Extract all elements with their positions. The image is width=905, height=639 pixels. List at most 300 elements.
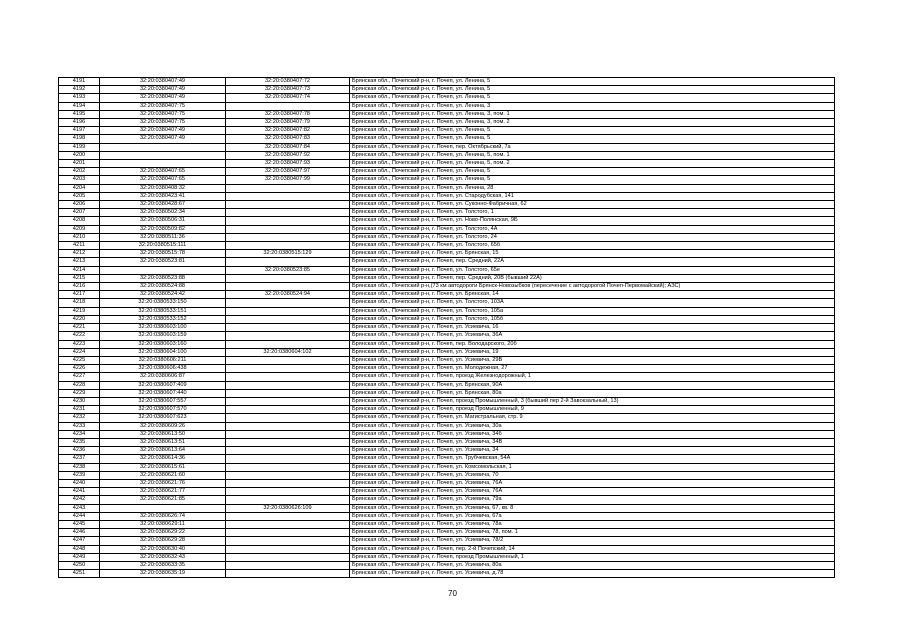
row-number-cell: 4251 [59, 570, 100, 578]
table-row [59, 242, 835, 250]
row-number-cell: 4202 [59, 168, 100, 176]
address-cell: Брянская обл., Почепский р-н, г. Почеп, проезд Промышленный, 3 (бывший пер 2-й Завокзальный, 13) [350, 397, 835, 405]
table-row [59, 479, 835, 487]
table-row [59, 184, 835, 192]
building-cadastral-number-cell [226, 545, 350, 553]
row-number-cell: 4235 [59, 438, 100, 446]
address-cell: Брянская обл., Почепский р-н, г. Почеп, ул. Ленина, 5 [350, 94, 835, 102]
land-cadastral-number-cell: 32:20:0380604:100 [100, 348, 226, 356]
row-number-cell: 4244 [59, 512, 100, 520]
table-row [59, 348, 835, 356]
table-row [59, 447, 835, 455]
building-cadastral-number-cell [226, 389, 350, 397]
table-row [59, 119, 835, 127]
address-cell: Брянская обл., Почепский р-н, г. Почеп, проезд Промышленный, 1 [350, 553, 835, 561]
table-row [59, 110, 835, 118]
land-cadastral-number-cell: 32:20:0380621:85 [100, 496, 226, 504]
building-cadastral-number-cell [226, 488, 350, 496]
address-cell: Брянская обл., Почепский р-н, г. Почеп, пер. Средний, 20В (бывший 22А) [350, 274, 835, 282]
address-cell: Брянская обл., Почепский р-н, г. Почеп, ул. Усиевича, 78, пом. 1 [350, 529, 835, 537]
address-cell: Брянская обл., Почепский р-н, г. Почеп, ул. Молодежная, 27 [350, 365, 835, 373]
table-row [59, 512, 835, 520]
building-cadastral-number-cell: 32:20:0380604:102 [226, 348, 350, 356]
address-cell: Брянская обл., Почепский р-н, г. Почеп, ул. Магистральная, стр. 9 [350, 414, 835, 422]
row-number-cell: 4196 [59, 119, 100, 127]
address-cell: Брянская обл., Почепский р-н, г. Почеп, ул. Усиевича, 67, кв. 8 [350, 504, 835, 512]
row-number-cell: 4210 [59, 233, 100, 241]
land-cadastral-number-cell: 32:20:0380407:75 [100, 110, 226, 118]
address-cell: Брянская обл., Почепский р-н, г. Почеп, ул. Усиевича, 34В [350, 438, 835, 446]
row-number-cell: 4243 [59, 504, 100, 512]
row-number-cell: 4199 [59, 143, 100, 151]
land-cadastral-number-cell: 32:20:0380629:11 [100, 520, 226, 528]
land-cadastral-number-cell [100, 151, 226, 159]
building-cadastral-number-cell [226, 258, 350, 266]
row-number-cell: 4241 [59, 488, 100, 496]
row-number-cell: 4203 [59, 176, 100, 184]
land-cadastral-number-cell: 32:20:0380407:75 [100, 119, 226, 127]
table-row [59, 430, 835, 438]
row-number-cell: 4230 [59, 397, 100, 405]
building-cadastral-number-cell: 32:20:0380407:73 [226, 86, 350, 94]
table-row [59, 414, 835, 422]
land-cadastral-number-cell: 32:20:0380423:41 [100, 192, 226, 200]
table-row [59, 258, 835, 266]
land-cadastral-number-cell: 32:20:0380523:81 [100, 258, 226, 266]
address-cell: Брянская обл., Почепский р-н, г. Почеп, ул. Толстого, 4А [350, 225, 835, 233]
building-cadastral-number-cell: 32:20:0380407:93 [226, 160, 350, 168]
table-row [59, 545, 835, 553]
building-cadastral-number-cell [226, 455, 350, 463]
row-number-cell: 4212 [59, 250, 100, 258]
land-cadastral-number-cell: 32:20:0380615:61 [100, 463, 226, 471]
land-cadastral-number-cell: 32:20:0380607:570 [100, 406, 226, 414]
building-cadastral-number-cell: 32:20:0380407:72 [226, 78, 350, 86]
land-cadastral-number-cell: 32:20:0380635:19 [100, 570, 226, 578]
building-cadastral-number-cell [226, 447, 350, 455]
row-number-cell: 4227 [59, 373, 100, 381]
cadastral-table [58, 77, 835, 578]
address-cell: Брянская обл., Почепский р-н, г. Почеп, ул. Толстого, 65е [350, 266, 835, 274]
building-cadastral-number-cell: 32:20:0380407:92 [226, 151, 350, 159]
row-number-cell: 4226 [59, 365, 100, 373]
table-row [59, 529, 835, 537]
address-cell: Брянская обл., Почепский р-н, г. Почеп, ул. Комсомольская, 1 [350, 463, 835, 471]
row-number-cell: 4204 [59, 184, 100, 192]
row-number-cell: 4233 [59, 422, 100, 430]
building-cadastral-number-cell [226, 422, 350, 430]
building-cadastral-number-cell [226, 201, 350, 209]
table-row [59, 168, 835, 176]
row-number-cell: 4211 [59, 242, 100, 250]
address-cell: Брянская обл., Почепский р-н, г. Почеп, ул. Усиевича, 29В [350, 356, 835, 364]
land-cadastral-number-cell [100, 266, 226, 274]
building-cadastral-number-cell [226, 430, 350, 438]
row-number-cell: 4195 [59, 110, 100, 118]
building-cadastral-number-cell [226, 217, 350, 225]
building-cadastral-number-cell [226, 209, 350, 217]
land-cadastral-number-cell [100, 143, 226, 151]
address-cell: Брянская обл., Почепский р-н, г. Почеп, ул. Усиевича, 30а [350, 422, 835, 430]
table-row [59, 488, 835, 496]
building-cadastral-number-cell [226, 537, 350, 545]
building-cadastral-number-cell [226, 414, 350, 422]
address-cell: Брянская обл., Почепский р-н, г. Почеп, ул. Ленина, 5 [350, 86, 835, 94]
building-cadastral-number-cell [226, 340, 350, 348]
address-cell: Брянская обл., Почепский р-н, г. Почеп, ул. Брянская, 80а [350, 389, 835, 397]
row-number-cell: 4216 [59, 283, 100, 291]
address-cell: Брянская обл., Почепский р-н, г. Почеп, ул. Ленина, 5 [350, 176, 835, 184]
table-row [59, 127, 835, 135]
building-cadastral-number-cell [226, 397, 350, 405]
land-cadastral-number-cell: 32:20:0380407:65 [100, 176, 226, 184]
row-number-cell: 4238 [59, 463, 100, 471]
address-cell: Брянская обл., Почепский р-н, г. Почеп, ул. Усиевича, 34б [350, 430, 835, 438]
land-cadastral-number-cell: 32:20:0380630:40 [100, 545, 226, 553]
land-cadastral-number-cell: 32:20:0380407:49 [100, 94, 226, 102]
building-cadastral-number-cell [226, 274, 350, 282]
address-cell: Брянская обл., Почепский р-н, г. Почеп, ул. Ленина, 5, пом. 1 [350, 151, 835, 159]
row-number-cell: 4205 [59, 192, 100, 200]
building-cadastral-number-cell: 32:20:0380407:84 [226, 143, 350, 151]
land-cadastral-number-cell: 32:20:0380511:36 [100, 233, 226, 241]
row-number-cell: 4221 [59, 324, 100, 332]
building-cadastral-number-cell: 32:20:0380524:94 [226, 291, 350, 299]
address-cell: Брянская обл., Почепский р-н, г. Почеп, ул. Толстого, 105а [350, 307, 835, 315]
table-row [59, 389, 835, 397]
building-cadastral-number-cell: 32:20:0380407:74 [226, 94, 350, 102]
address-cell: Брянская обл., Почепский р-н, г. Почеп, ул. Усиевича, 36А [350, 332, 835, 340]
building-cadastral-number-cell [226, 381, 350, 389]
address-cell: Брянская обл., Почепский р-н, г. Почеп, пер. Октябрьский, 7а [350, 143, 835, 151]
land-cadastral-number-cell: 32:20:0380621:77 [100, 488, 226, 496]
row-number-cell: 4219 [59, 307, 100, 315]
building-cadastral-number-cell [226, 307, 350, 315]
row-number-cell: 4229 [59, 389, 100, 397]
table-row [59, 365, 835, 373]
row-number-cell: 4249 [59, 553, 100, 561]
land-cadastral-number-cell: 32:20:0380606:438 [100, 365, 226, 373]
address-cell: Брянская обл., Почепский р-н,(73 км автодороги Брянск-Новозыбков (пересечение с автодорогой Почеп-Первомайский); АЗС) [350, 283, 835, 291]
address-cell: Брянская обл., Почепский р-н, г. Почеп, ул. Толстого, 24 [350, 233, 835, 241]
table-row [59, 315, 835, 323]
land-cadastral-number-cell: 32:20:0380613:51 [100, 438, 226, 446]
address-cell: Брянская обл., Почепский р-н, г. Почеп, ул. Ленина, 5 [350, 78, 835, 86]
address-cell: Брянская обл., Почепский р-н, г. Почеп, ул. Усиевича, 67а [350, 512, 835, 520]
address-cell: Брянская обл., Почепский р-н, г. Почеп, ул. Ленина, 28 [350, 184, 835, 192]
table-row [59, 102, 835, 110]
row-number-cell: 4194 [59, 102, 100, 110]
building-cadastral-number-cell [226, 184, 350, 192]
land-cadastral-number-cell: 32:20:0380632:43 [100, 553, 226, 561]
land-cadastral-number-cell: 32:20:0380407:49 [100, 86, 226, 94]
row-number-cell: 4215 [59, 274, 100, 282]
land-cadastral-number-cell: 32:20:0380509:82 [100, 225, 226, 233]
table-row [59, 266, 835, 274]
building-cadastral-number-cell [226, 102, 350, 110]
row-number-cell: 4236 [59, 447, 100, 455]
table-row [59, 209, 835, 217]
land-cadastral-number-cell: 32:20:0380613:64 [100, 447, 226, 455]
row-number-cell: 4197 [59, 127, 100, 135]
building-cadastral-number-cell [226, 479, 350, 487]
land-cadastral-number-cell: 32:20:0380607:557 [100, 397, 226, 405]
land-cadastral-number-cell: 32:20:0380533:152 [100, 315, 226, 323]
row-number-cell: 4247 [59, 537, 100, 545]
row-number-cell: 4218 [59, 299, 100, 307]
address-cell: Брянская обл., Почепский р-н, г. Почеп, ул. Усиевича, 80а [350, 561, 835, 569]
building-cadastral-number-cell [226, 356, 350, 364]
table-row [59, 455, 835, 463]
row-number-cell: 4206 [59, 201, 100, 209]
table-row [59, 570, 835, 578]
land-cadastral-number-cell: 32:20:0380603:160 [100, 340, 226, 348]
land-cadastral-number-cell: 32:20:0380407:49 [100, 78, 226, 86]
address-cell: Брянская обл., Почепский р-н, г. Почеп, ул. Усиевича, 16 [350, 324, 835, 332]
row-number-cell: 4207 [59, 209, 100, 217]
address-cell: Брянская обл., Почепский р-н, г. Почеп, ул. Ленина, 3 [350, 102, 835, 110]
land-cadastral-number-cell: 32:20:0380626:74 [100, 512, 226, 520]
building-cadastral-number-cell: 32:20:0380407:82 [226, 127, 350, 135]
building-cadastral-number-cell: 32:20:0380626:109 [226, 504, 350, 512]
table-row [59, 143, 835, 151]
building-cadastral-number-cell [226, 315, 350, 323]
row-number-cell: 4200 [59, 151, 100, 159]
row-number-cell: 4209 [59, 225, 100, 233]
address-cell: Брянская обл., Почепский р-н, г. Почеп, ул. Толстого, 105б [350, 315, 835, 323]
row-number-cell: 4225 [59, 356, 100, 364]
land-cadastral-number-cell: 32:20:0380606:87 [100, 373, 226, 381]
address-cell: Брянская обл., Почепский р-н, г. Почеп, ул. Брянская, 14 [350, 291, 835, 299]
address-cell: Брянская обл., Почепский р-н, г. Почеп, ул. Ново-Полянская, 9Б [350, 217, 835, 225]
building-cadastral-number-cell [226, 520, 350, 528]
table-row [59, 463, 835, 471]
row-number-cell: 4198 [59, 135, 100, 143]
building-cadastral-number-cell [226, 553, 350, 561]
land-cadastral-number-cell: 32:20:0380607:623 [100, 414, 226, 422]
address-cell: Брянская обл., Почепский р-н, г. Почеп, ул. Ленина, 3, пом. 2 [350, 119, 835, 127]
building-cadastral-number-cell [226, 561, 350, 569]
table-row [59, 225, 835, 233]
table-row [59, 250, 835, 258]
address-cell: Брянская обл., Почепский р-н, г. Почеп, проезд Железнодорожный, 1 [350, 373, 835, 381]
row-number-cell: 4237 [59, 455, 100, 463]
row-number-cell: 4191 [59, 78, 100, 86]
row-number-cell: 4193 [59, 94, 100, 102]
address-cell: Брянская обл., Почепский р-н, г. Почеп, ул. Суконно-Фабричная, 62 [350, 201, 835, 209]
address-cell: Брянская обл., Почепский р-н, г. Почеп, ул. Усиевича, 70 [350, 471, 835, 479]
building-cadastral-number-cell: 32:20:0380407:99 [226, 176, 350, 184]
address-cell: Брянская обл., Почепский р-н, г. Почеп, ул. Усиевича, 34 [350, 447, 835, 455]
table-row [59, 373, 835, 381]
land-cadastral-number-cell: 32:20:0380523:88 [100, 274, 226, 282]
table-row [59, 422, 835, 430]
row-number-cell: 4208 [59, 217, 100, 225]
row-number-cell: 4242 [59, 496, 100, 504]
land-cadastral-number-cell: 32:20:0380407:49 [100, 135, 226, 143]
table-row [59, 537, 835, 545]
address-cell: Брянская обл., Почепский р-н, г. Почеп, пер. Средний, 22А [350, 258, 835, 266]
table-row [59, 356, 835, 364]
building-cadastral-number-cell [226, 233, 350, 241]
address-cell: Брянская обл., Почепский р-н, г. Почеп, ул. Ленина, 3, пом. 1 [350, 110, 835, 118]
table-row [59, 504, 835, 512]
land-cadastral-number-cell: 32:20:0380408:32 [100, 184, 226, 192]
land-cadastral-number-cell: 32:20:0380407:65 [100, 168, 226, 176]
table-row [59, 192, 835, 200]
land-cadastral-number-cell: 32:20:0380629:22 [100, 529, 226, 537]
building-cadastral-number-cell [226, 324, 350, 332]
address-cell: Брянская обл., Почепский р-н, г. Почеп, ул. Усиевича, 78/2 [350, 537, 835, 545]
address-cell: Брянская обл., Почепский р-н, г. Почеп, ул. Усиевича, д.78 [350, 570, 835, 578]
building-cadastral-number-cell: 32:20:0380407:97 [226, 168, 350, 176]
land-cadastral-number-cell: 32:20:0380515:111 [100, 242, 226, 250]
building-cadastral-number-cell: 32:20:0380523:85 [226, 266, 350, 274]
land-cadastral-number-cell: 32:20:0380621:60 [100, 471, 226, 479]
land-cadastral-number-cell: 32:20:0380613:50 [100, 430, 226, 438]
building-cadastral-number-cell [226, 283, 350, 291]
table-row [59, 176, 835, 184]
row-number-cell: 4228 [59, 381, 100, 389]
row-number-cell: 4234 [59, 430, 100, 438]
building-cadastral-number-cell [226, 332, 350, 340]
land-cadastral-number-cell: 32:20:0380603:159 [100, 332, 226, 340]
address-cell: Брянская обл., Почепский р-н, г. Почеп, ул. Ленина, 5, пом. 2 [350, 160, 835, 168]
table-row [59, 332, 835, 340]
building-cadastral-number-cell [226, 406, 350, 414]
land-cadastral-number-cell: 32:20:0380502:34 [100, 209, 226, 217]
table-row [59, 307, 835, 315]
building-cadastral-number-cell: 32:20:0380407:78 [226, 110, 350, 118]
building-cadastral-number-cell [226, 373, 350, 381]
table-row [59, 217, 835, 225]
table-row [59, 78, 835, 86]
address-cell: Брянская обл., Почепский р-н, г. Почеп, ул. Толстого, 103А [350, 299, 835, 307]
row-number-cell: 4250 [59, 561, 100, 569]
land-cadastral-number-cell: 32:20:0380614:36 [100, 455, 226, 463]
row-number-cell: 4213 [59, 258, 100, 266]
land-cadastral-number-cell: 32:20:0380524:88 [100, 283, 226, 291]
row-number-cell: 4248 [59, 545, 100, 553]
table-row [59, 496, 835, 504]
address-cell: Брянская обл., Почепский р-н, г. Почеп, ул. Усиевича, 78а [350, 520, 835, 528]
address-cell: Брянская обл., Почепский р-н, г. Почеп, ул. Ленина, 5 [350, 168, 835, 176]
table-row [59, 274, 835, 282]
row-number-cell: 4223 [59, 340, 100, 348]
building-cadastral-number-cell [226, 529, 350, 537]
table-row [59, 340, 835, 348]
address-cell: Брянская обл., Почепский р-н, г. Почеп, ул. Ленина, 5 [350, 127, 835, 135]
table-row [59, 520, 835, 528]
address-cell: Брянская обл., Почепский р-н, г. Почеп, пер. 2-й Почепский, 14 [350, 545, 835, 553]
land-cadastral-number-cell: 32:20:0380633:35 [100, 561, 226, 569]
table-row [59, 135, 835, 143]
land-cadastral-number-cell [100, 160, 226, 168]
address-cell: Брянская обл., Почепский р-н, г. Почеп, ул. Усиевича, 19 [350, 348, 835, 356]
land-cadastral-number-cell: 32:20:0380407:75 [100, 102, 226, 110]
address-cell: Брянская обл., Почепский р-н, г. Почеп, ул. Толстого, 65б [350, 242, 835, 250]
address-cell: Брянская обл., Почепский р-н, г. Почеп, пер. Володарского, 20б [350, 340, 835, 348]
building-cadastral-number-cell [226, 365, 350, 373]
land-cadastral-number-cell: 32:20:0380407:49 [100, 127, 226, 135]
table-row [59, 471, 835, 479]
building-cadastral-number-cell [226, 438, 350, 446]
table-row [59, 86, 835, 94]
table-row [59, 201, 835, 209]
table-row [59, 160, 835, 168]
table-row [59, 438, 835, 446]
building-cadastral-number-cell [226, 463, 350, 471]
row-number-cell: 4232 [59, 414, 100, 422]
cadastral-table-body [59, 78, 835, 578]
land-cadastral-number-cell: 32:20:0380533:151 [100, 307, 226, 315]
row-number-cell: 4239 [59, 471, 100, 479]
address-cell: Брянская обл., Почепский р-н, г. Почеп, ул. Трубчевская, 54А [350, 455, 835, 463]
building-cadastral-number-cell [226, 242, 350, 250]
land-cadastral-number-cell: 32:20:0380506:31 [100, 217, 226, 225]
land-cadastral-number-cell: 32:20:0380607:440 [100, 389, 226, 397]
land-cadastral-number-cell: 32:20:0380603:100 [100, 324, 226, 332]
row-number-cell: 4201 [59, 160, 100, 168]
address-cell: Брянская обл., Почепский р-н, г. Почеп, ул. Усиевича, 76А [350, 488, 835, 496]
table-row [59, 324, 835, 332]
building-cadastral-number-cell [226, 192, 350, 200]
table-row [59, 283, 835, 291]
building-cadastral-number-cell [226, 225, 350, 233]
row-number-cell: 4224 [59, 348, 100, 356]
row-number-cell: 4214 [59, 266, 100, 274]
land-cadastral-number-cell: 32:20:0380606:211 [100, 356, 226, 364]
building-cadastral-number-cell [226, 496, 350, 504]
address-cell: Брянская обл., Почепский р-н, г. Почеп, ул. Брянская, 90А [350, 381, 835, 389]
land-cadastral-number-cell: 32:20:0380515:78 [100, 250, 226, 258]
building-cadastral-number-cell: 32:20:0380515:129 [226, 250, 350, 258]
row-number-cell: 4245 [59, 520, 100, 528]
row-number-cell: 4220 [59, 315, 100, 323]
address-cell: Брянская обл., Почепский р-н, г. Почеп, ул. Толстого, 1 [350, 209, 835, 217]
row-number-cell: 4240 [59, 479, 100, 487]
address-cell: Брянская обл., Почепский р-н, г. Почеп, ул. Усиевича, 76А [350, 479, 835, 487]
row-number-cell: 4246 [59, 529, 100, 537]
land-cadastral-number-cell: 32:20:0380524:42 [100, 291, 226, 299]
land-cadastral-number-cell: 32:20:0380609:26 [100, 422, 226, 430]
building-cadastral-number-cell: 32:20:0380407:83 [226, 135, 350, 143]
table-row [59, 553, 835, 561]
table-row [59, 561, 835, 569]
address-cell: Брянская обл., Почепский р-н, г. Почеп, ул. Стародубская, 141 [350, 192, 835, 200]
address-cell: Брянская обл., Почепский р-н, г. Почеп, ул. Усиевича, 79а [350, 496, 835, 504]
row-number-cell: 4222 [59, 332, 100, 340]
address-cell: Брянская обл., Почепский р-н, г. Почеп, проезд Промышленный, 9 [350, 406, 835, 414]
building-cadastral-number-cell [226, 512, 350, 520]
land-cadastral-number-cell: 32:20:0380607:409 [100, 381, 226, 389]
address-cell: Брянская обл., Почепский р-н, г. Почеп, ул. Брянская, 15 [350, 250, 835, 258]
table-row [59, 291, 835, 299]
row-number-cell: 4231 [59, 406, 100, 414]
table-row [59, 233, 835, 241]
page-number: 70 [448, 589, 457, 598]
row-number-cell: 4217 [59, 291, 100, 299]
table-row [59, 151, 835, 159]
table-row [59, 397, 835, 405]
table-row [59, 381, 835, 389]
building-cadastral-number-cell [226, 299, 350, 307]
address-cell: Брянская обл., Почепский р-н, г. Почеп, ул. Ленина, 5 [350, 135, 835, 143]
table-row [59, 94, 835, 102]
row-number-cell: 4192 [59, 86, 100, 94]
building-cadastral-number-cell: 32:20:0380407:79 [226, 119, 350, 127]
table-row [59, 299, 835, 307]
